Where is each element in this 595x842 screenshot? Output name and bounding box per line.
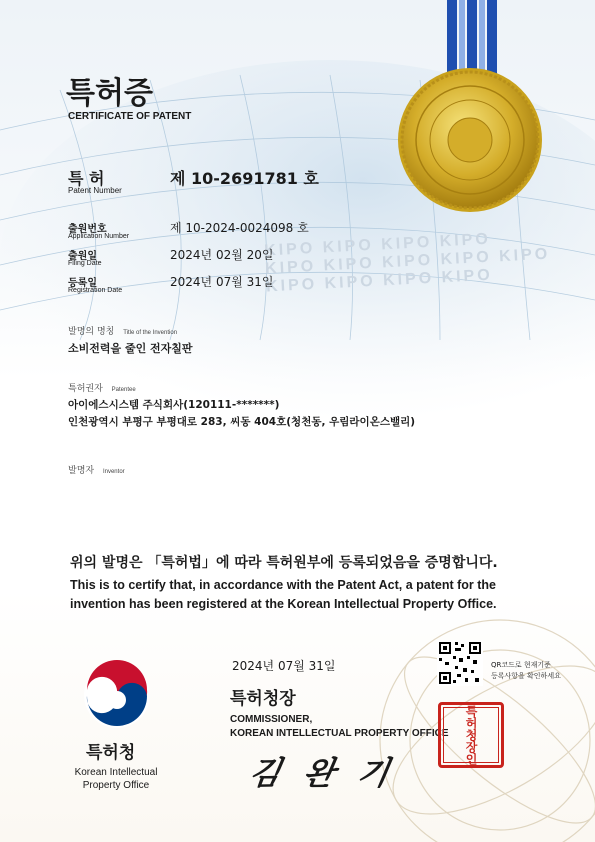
patentee-label: 특허권자 Patentee bbox=[68, 384, 136, 394]
certification-statement-en-line2: invention has been registered at the Korean Intellectual Property Office. bbox=[70, 597, 497, 611]
qr-code-icon[interactable] bbox=[437, 640, 483, 686]
patentee-address: 인천광역시 부평구 부평대로 283, 씨동 404호(청천동, 우림라이온스밸리) bbox=[68, 416, 416, 428]
patent-number-value: 제 10-2691781 호 bbox=[170, 169, 319, 188]
commissioner-signature: 김 완 기 bbox=[246, 754, 399, 792]
kipo-logo-icon bbox=[82, 660, 152, 730]
patent-number-label: 특 허 bbox=[68, 169, 105, 188]
filing-date-label: 출원일 bbox=[68, 251, 97, 262]
application-number-value: 제 10-2024-0024098 호 bbox=[170, 221, 309, 235]
commissioner-title-ko: 특허청장 bbox=[230, 689, 296, 709]
application-number-label-en: Application Number bbox=[68, 233, 130, 240]
certification-statement-ko: 위의 발명은 「특허법」에 따라 특허원부에 등록되었음을 증명합니다. bbox=[70, 555, 498, 571]
qr-instruction: QR코드로 현재기준 등록사항을 확인하세요 bbox=[491, 661, 561, 680]
kipo-name-ko: 특허청 bbox=[86, 743, 136, 763]
certificate-title-en: CERTIFICATE OF PATENT bbox=[68, 111, 192, 122]
official-seal-stamp: 특허청장인 bbox=[438, 702, 504, 768]
registration-date-label-en: Registration Date bbox=[68, 287, 123, 294]
patent-number-label-en: Patent Number bbox=[68, 186, 122, 195]
filing-date-label-en: Filing Date bbox=[68, 260, 102, 267]
kipo-name-en: Korean Intellectual Property Office bbox=[74, 767, 158, 791]
gold-seal-icon bbox=[398, 68, 542, 212]
filing-date-value: 2024년 02월 20일 bbox=[170, 248, 274, 262]
patentee-name: 아이에스시스템 주식회사(120111-*******) bbox=[68, 399, 280, 411]
commissioner-title-en-line2: KOREAN INTELLECTUAL PROPERTY OFFICE bbox=[230, 728, 449, 739]
registration-date-label: 등록일 bbox=[68, 278, 97, 289]
certificate-title: 특허증 bbox=[66, 76, 153, 111]
commissioner-title-en-line1: COMMISSIONER, bbox=[230, 714, 313, 725]
invention-title: 소비전력을 줄인 전자칠판 bbox=[68, 342, 193, 355]
inventor-label: 발명자 Inventor bbox=[68, 466, 125, 476]
invention-label: 발명의 명칭 Title of the Invention bbox=[68, 327, 178, 337]
registration-date-value: 2024년 07월 31일 bbox=[170, 275, 274, 289]
application-number-label: 출원번호 bbox=[68, 224, 107, 235]
issue-date: 2024년 07월 31일 bbox=[232, 659, 336, 673]
certification-statement-en-line1: This is to certify that, in accordance with the Patent Act, a patent for the bbox=[70, 578, 496, 592]
kipo-watermark: KIPO KIPO KIPO KIPO KIPO KIPO KIPO KIPO KIPO KIPO KIPO KIPO KIPO bbox=[263, 230, 551, 296]
